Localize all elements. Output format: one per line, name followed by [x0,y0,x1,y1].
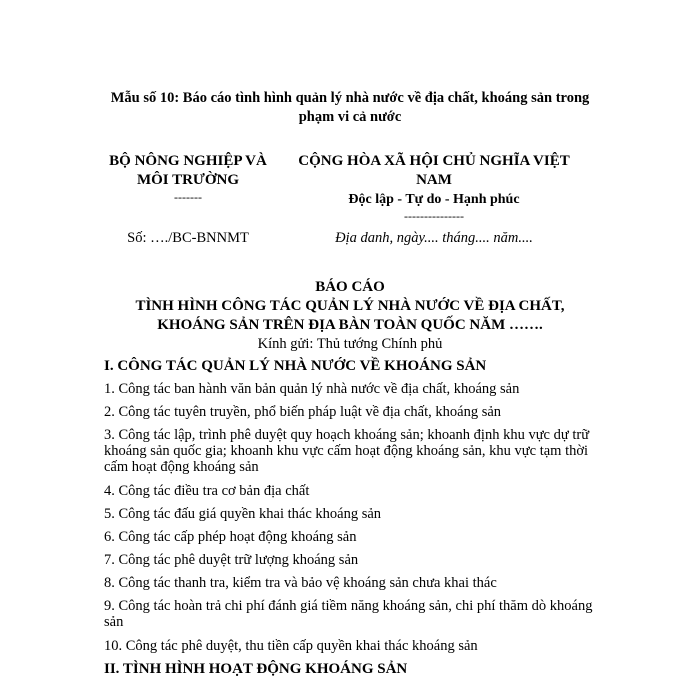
list-item: 3. Công tác lập, trình phê duyệt quy hoạch khoáng sản; khoanh định khu vực dự trữ khoáng sản quốc gia; khoanh khu vực cấm hoạt động khoáng sản, khu vực tạm thời cấm hoạt động khoáng sản [104,427,590,475]
nation-name: CỘNG HÒA XÃ HỘI CHỦ NGHĨA VIỆT NAM [298,153,570,188]
national-header [296,152,572,223]
list-item: 5. Công tác đấu giá quyền khai thác khoáng sản [104,506,382,522]
list-item: 1. Công tác ban hành văn bản quản lý nhà nước về địa chất, khoáng sản [104,381,520,397]
list-item: 4. Công tác điều tra cơ bản địa chất [104,483,310,499]
form-title: Mẫu số 10: Báo cáo tình hình quản lý nhà nước về địa chất, khoáng sản trong phạm vi cả nước [110,90,590,125]
motto-separator: --------------- [404,209,464,223]
list-item: 9. Công tác hoàn trả chi phí đánh giá tiềm năng khoáng sản, chi phí thăm dò khoáng sản [104,598,593,630]
national-motto: Độc lập - Tự do - Hạnh phúc [348,192,520,207]
agency-block [98,152,278,204]
report-title: TÌNH HÌNH CÔNG TÁC QUẢN LÝ NHÀ NƯỚC VỀ ĐỊA CHẤT, KHOÁNG SẢN TRÊN ĐỊA BÀN TOÀN QUỐC NĂM ……. [135,298,565,333]
report-title-block [100,278,600,335]
report-body [104,358,604,684]
list-item: 7. Công tác phê duyệt trữ lượng khoáng sản [104,552,359,568]
list-item: 8. Công tác thanh tra, kiểm tra và bảo vệ khoáng sản chưa khai thác [104,575,497,591]
agency-name: BỘ NÔNG NGHIỆP VÀ MÔI TRƯỜNG [109,153,267,188]
section-heading: I. CÔNG TÁC QUẢN LÝ NHÀ NƯỚC VỀ KHOÁNG SẢN [104,358,487,374]
list-item: 2. Công tác tuyên truyền, phổ biến pháp luật về địa chất, khoáng sản [104,404,502,420]
recipient-line: Kính gửi: Thủ tướng Chính phủ [257,336,443,352]
section-heading: II. TÌNH HÌNH HOẠT ĐỘNG KHOÁNG SẢN [104,661,408,677]
document-number: Số: …./BC-BNNMT [127,230,249,246]
report-type: BÁO CÁO [315,279,385,295]
list-item: 10. Công tác phê duyệt, thu tiền cấp quyền khai thác khoáng sản [104,638,478,654]
place-date: Địa danh, ngày.... tháng.... năm.... [335,230,533,246]
list-item: 6. Công tác cấp phép hoạt động khoáng sản [104,529,357,545]
agency-separator: ------- [174,190,202,204]
